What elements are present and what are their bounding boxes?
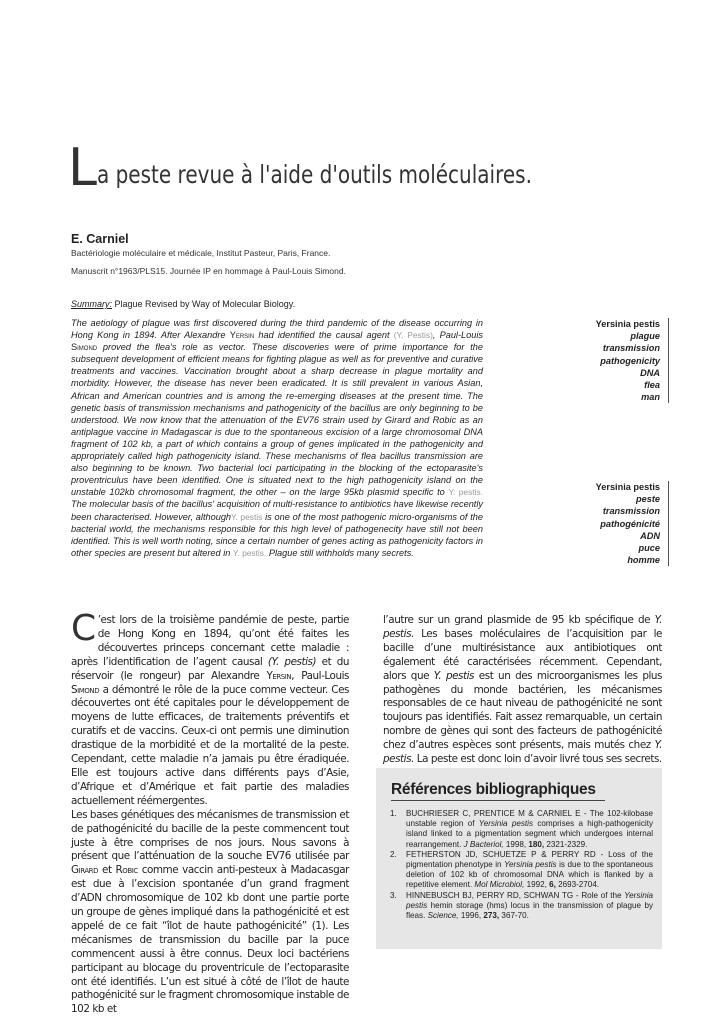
keyword: homme <box>627 555 660 566</box>
body-species: (Y. pestis) <box>267 655 317 668</box>
manuscript-info: Manuscrit n°1963/PLS15. Journée IP en hommage à Paul-Louis Simond. <box>71 266 346 276</box>
body-species: Y. pestis. <box>383 739 662 766</box>
reference-number: 3. <box>390 890 397 900</box>
keyword: man <box>641 392 660 403</box>
keyword: DNA <box>640 367 660 378</box>
body-name: Simond <box>71 683 100 696</box>
keywords-french <box>596 481 669 566</box>
reference-volume: 273, <box>483 911 500 921</box>
keyword: puce <box>638 543 660 554</box>
keyword: Yersinia pestis <box>595 319 660 329</box>
abstract-english <box>71 317 483 559</box>
body-text: ’est lors de la troisième pandémie de peste, partie de Hong Kong en 1894, qu’ont été faites les découvertes princeps concernant cette maladie : après l’identification de l’agent causal <box>71 614 349 668</box>
summary-label: Summary: <box>71 299 113 309</box>
body-text: l’autre sur un grand plasmide de 95 kb spécifique de <box>383 614 655 626</box>
reference-journal: Science, <box>427 911 459 921</box>
body-text: , Paul-Louis <box>291 669 349 682</box>
abstract-text: The molecular basis of the bacillus' acquisition of multi-resistance to antibiotics have likewise recently been characterised. However, although <box>71 499 483 522</box>
body-text: comme vaccin anti-pesteux à Madacasgar est due à l’excision spontanée d’un grand fragment d’ADN chromosomique de 102 kb dont une partie porte un groupe de gènes impliqué dans la pathogénicité et est appelé de ce fait “îlot de haute pathogénicité” (1). Les mécanismes de transmission du bacille par la puce commencent aussi à être connus. Deux loci bactériens participant au blocage du proventricule de l’ectoparasite ont été identifiés. L’un est situé à côté de l’îlot de haute pathogénicité sur le fragment chromosomique instable de 102 kb et <box>71 864 349 1016</box>
keyword: peste <box>635 494 660 505</box>
body-species: Y. pestis. <box>383 614 662 640</box>
reference-item <box>388 809 653 850</box>
body-column-right <box>383 614 662 767</box>
abstract-text: proved the flea's role as vector. These discoveries were of prime importance for the subsequent development of efficient means for fighting plague as well as for preventive and curative treatments and vaccines. Vaccination brought about a sharp decrease in plague mortality and morbidity. However, the disease has never been eradicated. It is still prevalent in various Asian, African and American countries and is among the re-emerging diseases at the present time. The genetic basis of transmission mechanisms and pathogenicity of the bacillus are only beginning to be understood. We now know that the attenuation of the EV76 strain used by Girard and Robic as an antiplague vaccine in Madagascar is due to the spontaneous excision of a large chromosomal DNA fragment of 102 kb, a part of which contains a group of genes implicated in the pathogenicity and appropriately called high pathogenicity island. These mechanisms of flea bacillus transmission are also beginning to be known. Two bacterial loci participating in the blocking of the ectoparasite's proventriculus have been identified. One is situated next to the high pathogenicity island on the unstable 102kb chromosomal fragment, the other – on the large 95kb plasmid specific to <box>71 342 483 498</box>
reference-item <box>388 891 653 922</box>
reference-text: 1992, <box>524 880 550 890</box>
keyword: transmission <box>602 506 660 517</box>
body-paragraph <box>71 809 349 1018</box>
reference-text: HINNEBUSCH BJ, PERRY RD, SCHWAN TG - Role of the <box>406 890 625 900</box>
reference-text: 2321-2329. <box>544 839 588 849</box>
body-text: Les bases génétiques des mécanismes de transmission et de pathogénicité du bacille de la peste commencent tout juste à être comprises de nos jours. Nous savons à présent que l’atténuation de la souche EV76 utilisée par <box>71 808 349 863</box>
abstract-name: Simond <box>71 342 98 353</box>
abstract-species: (Y. Pestis) <box>393 330 433 341</box>
reference-number: 2. <box>390 849 397 859</box>
reference-text: is due to the spontaneous deletion of 102 kb of chromosomal DNA which is flanked by a repetitive element. <box>406 860 654 890</box>
affiliation: Bactériologie moléculaire et médicale, Institut Pasteur, Paris, France. <box>71 248 331 258</box>
title-dropcap: L <box>68 138 97 198</box>
keyword: pathogénicité <box>600 518 660 529</box>
body-name: Girard <box>71 864 99 877</box>
body-name: Robic <box>115 864 138 877</box>
reference-text: comprises a high-pathogenicity island linked to a pigmentation segment which undergoes internal rearrangement. <box>406 819 653 849</box>
body-species: Y. pestis <box>433 669 475 682</box>
reference-species: Yersinia pestis <box>504 860 557 870</box>
reference-text: hemin storage (hms) locus in the transmission of plague by fleas. <box>406 900 653 921</box>
keyword: ADN <box>640 530 660 541</box>
reference-text: 2693-2704. <box>555 880 600 890</box>
reference-text: BUCHRIESER C, PRENTICE M & CARNIEL E - The 102-kilobase unstable region of <box>406 809 653 829</box>
abstract-species: Y. pestis. <box>232 547 267 558</box>
reference-text: 367-70. <box>499 911 529 921</box>
body-text: et <box>98 864 116 877</box>
summary-heading <box>71 299 295 309</box>
reference-text: 1996, <box>458 911 484 921</box>
keyword: plague <box>630 331 660 342</box>
body-name: Yersin <box>266 669 292 682</box>
body-paragraph <box>383 614 662 767</box>
references-list <box>388 809 653 921</box>
reference-species: Yersinia pestis <box>478 819 534 829</box>
body-text: et du réservoir (le rongeur) par Alexandre <box>71 655 349 682</box>
keyword: flea <box>644 380 660 391</box>
abstract-text: had identified the causal agent <box>254 330 394 341</box>
keyword: Yersinia pestis <box>595 482 660 492</box>
abstract-text: , Paul-Louis <box>432 330 484 341</box>
reference-volume: 180, <box>528 839 545 849</box>
body-text: a démontré le rôle de la puce comme vecteur. Ces découvertes ont été capitales pour le développement de moyens de lutte efficaces, de traitements préventifs et curatifs et de vaccins. Ceux-ci ont permis une diminution drastique de la morbidité et de la mortalité de la peste. Cependant, cette maladie n’a jamais pu être éradiquée. Elle est toujours active dans différents pays d’Asie, d’Afrique et d’Amérique et fait partie des maladies actuellement réémergentes. <box>71 683 349 807</box>
reference-item <box>388 850 653 891</box>
reference-volume: 6, <box>549 880 556 890</box>
keyword: pathogenicity <box>600 355 660 366</box>
reference-number: 1. <box>390 809 397 818</box>
reference-journal: J Bacteriol, <box>463 839 504 849</box>
reference-journal: Mol Microbiol, <box>474 880 525 890</box>
summary-title: Plague Revised by Way of Molecular Biology. <box>112 299 296 309</box>
abstract-text: Plague still withholds many secrets. <box>266 547 414 558</box>
reference-species: Yersinia pestis <box>406 890 653 910</box>
body-text: La peste est donc loin d’avoir livré tous ses secrets. <box>413 753 662 766</box>
keywords-english <box>596 318 669 403</box>
abstract-species: Y. pestis. <box>448 487 483 498</box>
title-text: a peste revue à l'aide d'outils moléculaires. <box>96 160 532 189</box>
references-title: Références bibliographiques <box>391 781 605 801</box>
abstract-text: The aetiology of plague was first discovered during the third pandemic of the disease occurring in Hong Kong in 1894. After Alexandre <box>71 318 483 341</box>
body-text: Les bases moléculaires de l’acquisition par le bacille d’une multirésistance aux antibiotiques ont également été caractérisées récemment. Cependant, alors que <box>383 627 662 682</box>
abstract-text: is one of the most pathogenic micro-organisms of the bacterial world, the mechanisms responsible for this high level of pathogenecity have still not been identified. This is well worth noting, since a certain number of genes acting as pathogenicity factors in other species are present but altered in <box>71 511 483 558</box>
reference-text: FETHERSTON JD, SCHUETZE P & PERRY RD - Loss of the pigmentation phenotype in <box>406 849 653 870</box>
abstract-name: Yersin <box>229 330 255 341</box>
body-dropcap: C <box>71 608 96 649</box>
body-paragraph <box>71 608 349 809</box>
reference-text: 1998, <box>503 839 529 849</box>
keyword: transmission <box>602 343 660 354</box>
body-column-left <box>71 608 349 1017</box>
author-name: E. Carniel <box>71 232 129 246</box>
abstract-species: Y. pestis <box>231 511 263 522</box>
article-title <box>68 138 708 201</box>
body-text: est un des microorganismes les plus pathogènes du monde bactérien, les mécanismes responsables de ce haut niveau de pathogénicité ne sont toujours pas identifiés. Fait assez remarquable, un certain nombre de gènes qui sont des facteurs de pathogénicité chez d’autres espèces sont présents, mais mutés chez <box>383 669 663 752</box>
